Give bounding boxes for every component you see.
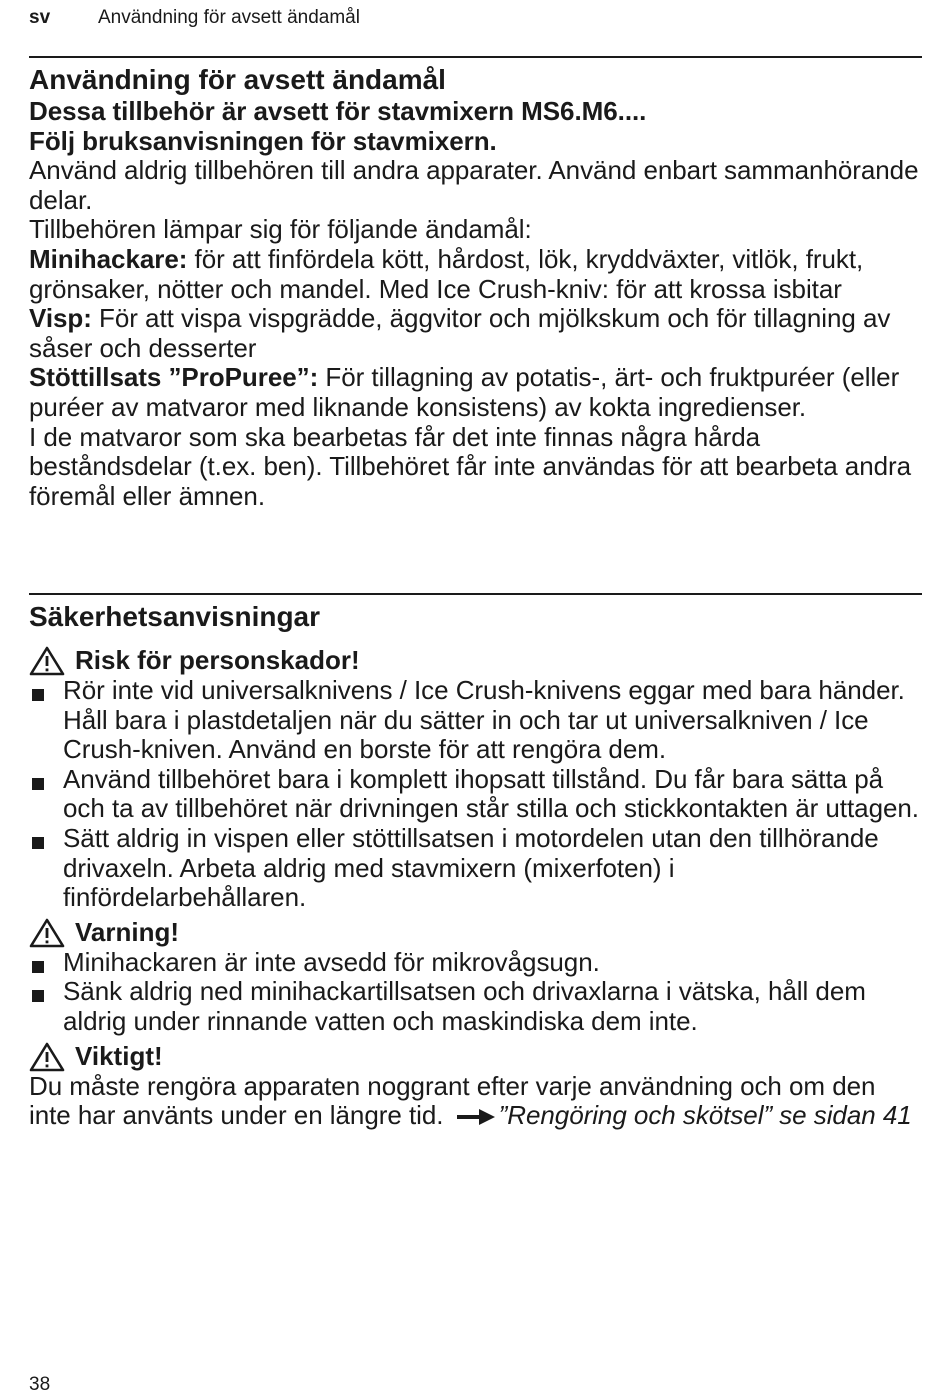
section-heading: Säkerhetsanvisningar <box>29 601 321 632</box>
entry-text: för att finfördela kött, hårdost, lök, kryddväxter, vitlök, frukt, grönsaker, nötter och mandel. Med Ice Crush-kniv: för att krossa isbitar <box>29 243 864 304</box>
entry-text: För att vispa vispgrädde, äggvitor och mjölkskum och för tillagning av såser och desserter <box>29 303 891 363</box>
bullet-icon <box>32 961 44 973</box>
list-item-text: Rör inte vid universalknivens / Ice Crush-knivens eggar med bara händer. Håll bara i plastdetaljen när du sätter in och tar ut universalkniven / Ice Crush-kniven. Använd en borste för att rengöra dem. <box>63 675 905 765</box>
page-number: 38 <box>29 1374 51 1395</box>
header-title: Användning för avsett ändamål <box>98 7 360 28</box>
divider <box>29 56 922 58</box>
list-item <box>29 977 922 1036</box>
warning-triangle-icon <box>29 918 65 948</box>
list-item-text: Använd tillbehöret bara i komplett ihopsatt tillstånd. Du får bara sätta på och ta av tillbehöret när drivningen står stilla och stickkontakten är uttagen. <box>63 763 919 824</box>
entry-text: För tillagning av potatis-, ärt- och fruktpuréer (eller puréer av matvaror med liknande konsistens) av kokta ingredienser. <box>29 362 900 422</box>
propuree-entry <box>29 363 922 422</box>
minihackare-entry <box>29 245 922 304</box>
risk-heading <box>29 646 922 676</box>
bold-line: Dessa tillbehör är avsett för stavmixern MS6.M6.... <box>29 96 647 126</box>
warning-triangle-icon <box>29 646 65 676</box>
warning-title: Varning! <box>75 916 180 947</box>
important-heading <box>29 1042 922 1072</box>
right-arrow-icon <box>457 1109 495 1125</box>
bold-line: Följ bruksanvisningen för stavmixern. <box>29 125 497 156</box>
bullet-icon <box>32 990 44 1002</box>
intended-use-body <box>29 97 922 511</box>
safety-section <box>29 600 922 1131</box>
bullet-icon <box>32 689 44 701</box>
entry-label: Stöttillsats ”ProPuree”: <box>29 362 319 393</box>
language-code: sv <box>29 7 51 28</box>
section-heading: Användning för avsett ändamål <box>29 64 446 95</box>
entry-label: Minihackare: <box>29 243 188 274</box>
important-title: Viktigt! <box>75 1040 163 1071</box>
list-item <box>29 765 922 824</box>
list-item <box>29 676 922 765</box>
paragraph: Tillbehören lämpar sig för följande ändamål: <box>29 214 532 245</box>
risk-list <box>29 676 922 913</box>
important-text: Du måste rengöra apparaten noggrant efter varje användning och om den inte har använts under en längre tid. <box>29 1070 876 1131</box>
list-item-text: Sätt aldrig in vispen eller stöttillsatsen i motordelen utan den tillhörande drivaxeln. Arbeta aldrig med stavmixern (mixerfoten) i finfördelarbehållaren. <box>63 822 879 913</box>
visp-entry <box>29 304 922 363</box>
warning-list <box>29 948 922 1037</box>
list-item <box>29 948 922 978</box>
bullet-icon <box>32 778 44 790</box>
page-header <box>29 6 360 30</box>
warning-triangle-icon <box>29 1042 65 1072</box>
list-item-text: Minihackaren är inte avsedd för mikrovågsugn. <box>63 946 600 977</box>
list-item-text: Sänk aldrig ned minihackartillsatsen och drivaxlarna i vätska, håll dem aldrig under rinnande vatten och maskindiska dem inte. <box>63 976 866 1036</box>
risk-title: Risk för personskador! <box>75 645 360 676</box>
intended-use-section <box>29 63 922 511</box>
bullet-icon <box>32 837 44 849</box>
important-body <box>29 1072 922 1131</box>
divider <box>29 593 922 595</box>
list-item <box>29 824 922 913</box>
warning-heading <box>29 918 922 948</box>
paragraph: Använd aldrig tillbehören till andra apparater. Använd enbart sammanhörande delar. <box>29 155 919 215</box>
cross-reference-link[interactable]: ”Rengöring och skötsel” se sidan 41 <box>498 1100 912 1131</box>
paragraph: I de matvaror som ska bearbetas får det inte finnas några hårda beståndsdelar (t.ex. ben). Tillbehöret får inte användas för att bearbeta andra föremål eller ämnen. <box>29 421 912 511</box>
manual-page <box>29 0 922 1393</box>
entry-label: Visp: <box>29 303 92 334</box>
